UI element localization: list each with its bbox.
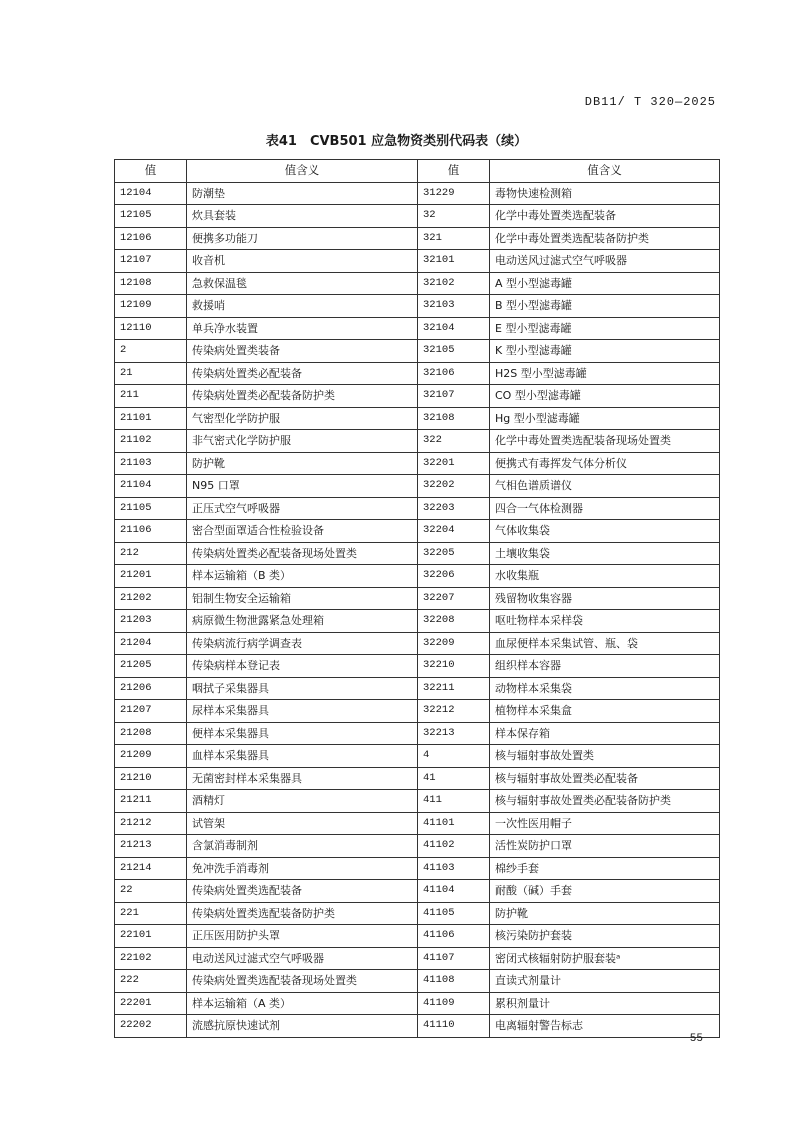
meaning-left-cell: 样本运输箱（A 类） [187, 992, 418, 1015]
value-right-cell: 41108 [418, 970, 490, 993]
value-right-cell: 32201 [418, 452, 490, 475]
value-left-cell: 12106 [115, 227, 187, 250]
meaning-right-cell: 血尿便样本采集试管、瓶、袋 [490, 632, 720, 655]
value-left-cell: 21208 [115, 722, 187, 745]
value-left-cell: 21201 [115, 565, 187, 588]
meaning-right-cell: B 型小型滤毒罐 [490, 295, 720, 318]
value-right-cell: 41110 [418, 1015, 490, 1038]
table-row [115, 272, 720, 295]
meaning-right-cell: 密闭式核辐射防护服套装ᵃ [490, 947, 720, 970]
value-right-cell: 31229 [418, 182, 490, 205]
value-right-cell: 41104 [418, 880, 490, 903]
meaning-right-cell: E 型小型滤毒罐 [490, 317, 720, 340]
meaning-right-cell: 气相色谱质谱仪 [490, 475, 720, 498]
value-right-cell: 32202 [418, 475, 490, 498]
table-row [115, 250, 720, 273]
meaning-right-cell: CO 型小型滤毒罐 [490, 385, 720, 408]
value-left-cell: 221 [115, 902, 187, 925]
value-left-cell: 12110 [115, 317, 187, 340]
meaning-left-cell: 气密型化学防护服 [187, 407, 418, 430]
table-row [115, 992, 720, 1015]
meaning-right-cell: 动物样本采集袋 [490, 677, 720, 700]
table-row [115, 340, 720, 363]
value-right-cell: 41 [418, 767, 490, 790]
meaning-left-cell: 密合型面罩适合性检验设备 [187, 520, 418, 543]
meaning-left-cell: 传染病流行病学调查表 [187, 632, 418, 655]
meaning-left-cell: 传染病处置类选配装备 [187, 880, 418, 903]
page-number: 55 [689, 1033, 703, 1045]
meaning-right-cell: 植物样本采集盒 [490, 700, 720, 723]
meaning-right-cell: 一次性医用帽子 [490, 812, 720, 835]
value-left-cell: 21209 [115, 745, 187, 768]
table-row [115, 632, 720, 655]
table-row [115, 790, 720, 813]
table-row [115, 722, 720, 745]
table-row [115, 565, 720, 588]
meaning-right-cell: 残留物收集容器 [490, 587, 720, 610]
meaning-right-cell: 直读式剂量计 [490, 970, 720, 993]
value-left-cell: 2 [115, 340, 187, 363]
meaning-right-cell: 水收集瓶 [490, 565, 720, 588]
meaning-right-cell: 呕吐物样本采样袋 [490, 610, 720, 633]
meaning-right-cell: 电离辐射警告标志 [490, 1015, 720, 1038]
meaning-left-cell: 传染病处置类选配装备现场处置类 [187, 970, 418, 993]
table-row [115, 542, 720, 565]
value-right-cell: 32101 [418, 250, 490, 273]
meaning-right-cell: 活性炭防护口罩 [490, 835, 720, 858]
table-row [115, 700, 720, 723]
value-right-cell: 41102 [418, 835, 490, 858]
table-row [115, 902, 720, 925]
meaning-left-cell: 血样本采集器具 [187, 745, 418, 768]
value-right-cell: 321 [418, 227, 490, 250]
standard-code: DB11/ T 320—2025 [584, 95, 716, 109]
meaning-left-cell: 尿样本采集器具 [187, 700, 418, 723]
value-right-cell: 41109 [418, 992, 490, 1015]
table-row [115, 880, 720, 903]
value-right-cell: 32204 [418, 520, 490, 543]
table-row [115, 587, 720, 610]
table-row [115, 317, 720, 340]
value-left-cell: 21213 [115, 835, 187, 858]
value-left-cell: 22 [115, 880, 187, 903]
table-row [115, 610, 720, 633]
meaning-left-cell: 样本运输箱（B 类） [187, 565, 418, 588]
table-row [115, 1015, 720, 1038]
meaning-left-cell: 传染病处置类必配装备 [187, 362, 418, 385]
table-row [115, 677, 720, 700]
value-left-cell: 21102 [115, 430, 187, 453]
table-row [115, 385, 720, 408]
meaning-left-cell: 酒精灯 [187, 790, 418, 813]
value-left-cell: 21212 [115, 812, 187, 835]
table-row [115, 227, 720, 250]
value-left-cell: 222 [115, 970, 187, 993]
meaning-right-cell: 组织样本容器 [490, 655, 720, 678]
meaning-right-cell: Hg 型小型滤毒罐 [490, 407, 720, 430]
meaning-left-cell: 传染病处置类装备 [187, 340, 418, 363]
meaning-right-cell: 耐酸（碱）手套 [490, 880, 720, 903]
header-value-right: 值 [418, 160, 490, 183]
meaning-right-cell: 核污染防护套装 [490, 925, 720, 948]
meaning-left-cell: 流感抗原快速试剂 [187, 1015, 418, 1038]
value-left-cell: 21206 [115, 677, 187, 700]
header-meaning-right: 值含义 [490, 160, 720, 183]
meaning-right-cell: 棉纱手套 [490, 857, 720, 880]
meaning-right-cell: 便携式有毒挥发气体分析仪 [490, 452, 720, 475]
value-left-cell: 12107 [115, 250, 187, 273]
value-left-cell: 21205 [115, 655, 187, 678]
meaning-right-cell: K 型小型滤毒罐 [490, 340, 720, 363]
table-row [115, 430, 720, 453]
meaning-right-cell: 样本保存箱 [490, 722, 720, 745]
value-left-cell: 21104 [115, 475, 187, 498]
meaning-left-cell: 传染病样本登记表 [187, 655, 418, 678]
value-right-cell: 32 [418, 205, 490, 228]
value-right-cell: 32102 [418, 272, 490, 295]
table-row [115, 497, 720, 520]
meaning-left-cell: 非气密式化学防护服 [187, 430, 418, 453]
meaning-left-cell: 咽拭子采集器具 [187, 677, 418, 700]
table-row [115, 767, 720, 790]
header-value-left: 值 [115, 160, 187, 183]
meaning-left-cell: 便样本采集器具 [187, 722, 418, 745]
value-left-cell: 22202 [115, 1015, 187, 1038]
meaning-left-cell: 救援哨 [187, 295, 418, 318]
meaning-left-cell: 试管架 [187, 812, 418, 835]
value-right-cell: 32104 [418, 317, 490, 340]
meaning-right-cell: 核与辐射事故处置类必配装备防护类 [490, 790, 720, 813]
value-left-cell: 21214 [115, 857, 187, 880]
meaning-left-cell: 传染病处置类必配装备防护类 [187, 385, 418, 408]
value-left-cell: 21 [115, 362, 187, 385]
value-right-cell: 41101 [418, 812, 490, 835]
meaning-left-cell: 含氯消毒制剂 [187, 835, 418, 858]
meaning-right-cell: 防护靴 [490, 902, 720, 925]
meaning-left-cell: 铝制生物安全运输箱 [187, 587, 418, 610]
meaning-right-cell: 核与辐射事故处置类 [490, 745, 720, 768]
table-row [115, 182, 720, 205]
meaning-right-cell: 毒物快速检测箱 [490, 182, 720, 205]
meaning-left-cell: 免冲洗手消毒剂 [187, 857, 418, 880]
header-meaning-left: 值含义 [187, 160, 418, 183]
table-row [115, 205, 720, 228]
value-right-cell: 32208 [418, 610, 490, 633]
value-right-cell: 32206 [418, 565, 490, 588]
value-right-cell: 32205 [418, 542, 490, 565]
meaning-right-cell: 电动送风过滤式空气呼吸器 [490, 250, 720, 273]
value-right-cell: 32211 [418, 677, 490, 700]
table-row [115, 857, 720, 880]
value-left-cell: 21103 [115, 452, 187, 475]
table-row [115, 475, 720, 498]
meaning-right-cell: 气体收集袋 [490, 520, 720, 543]
value-left-cell: 21207 [115, 700, 187, 723]
meaning-right-cell: 四合一气体检测器 [490, 497, 720, 520]
table-row [115, 520, 720, 543]
meaning-left-cell: 急救保温毯 [187, 272, 418, 295]
meaning-left-cell: 便携多功能刀 [187, 227, 418, 250]
value-left-cell: 22101 [115, 925, 187, 948]
table-row [115, 835, 720, 858]
table-row [115, 655, 720, 678]
value-left-cell: 12109 [115, 295, 187, 318]
meaning-left-cell: 电动送风过滤式空气呼吸器 [187, 947, 418, 970]
meaning-left-cell: 炊具套装 [187, 205, 418, 228]
value-right-cell: 41107 [418, 947, 490, 970]
value-left-cell: 21204 [115, 632, 187, 655]
value-left-cell: 22201 [115, 992, 187, 1015]
value-right-cell: 32105 [418, 340, 490, 363]
value-left-cell: 21203 [115, 610, 187, 633]
value-right-cell: 32103 [418, 295, 490, 318]
value-left-cell: 21101 [115, 407, 187, 430]
table-row [115, 925, 720, 948]
value-right-cell: 32207 [418, 587, 490, 610]
value-right-cell: 32212 [418, 700, 490, 723]
value-right-cell: 32107 [418, 385, 490, 408]
meaning-right-cell: H2S 型小型滤毒罐 [490, 362, 720, 385]
meaning-left-cell: N95 口罩 [187, 475, 418, 498]
table-row [115, 970, 720, 993]
value-left-cell: 21211 [115, 790, 187, 813]
meaning-left-cell: 无菌密封样本采集器具 [187, 767, 418, 790]
table-row [115, 947, 720, 970]
value-right-cell: 32210 [418, 655, 490, 678]
value-right-cell: 32108 [418, 407, 490, 430]
meaning-right-cell: 累积剂量计 [490, 992, 720, 1015]
value-right-cell: 41103 [418, 857, 490, 880]
value-left-cell: 12108 [115, 272, 187, 295]
table-row [115, 812, 720, 835]
value-left-cell: 12105 [115, 205, 187, 228]
value-left-cell: 12104 [115, 182, 187, 205]
meaning-right-cell: 核与辐射事故处置类必配装备 [490, 767, 720, 790]
value-right-cell: 411 [418, 790, 490, 813]
table-header-row [115, 160, 720, 183]
table-row [115, 452, 720, 475]
meaning-left-cell: 防护靴 [187, 452, 418, 475]
meaning-right-cell: 化学中毒处置类选配装备防护类 [490, 227, 720, 250]
meaning-right-cell: 化学中毒处置类选配装备 [490, 205, 720, 228]
meaning-left-cell: 病原微生物泄露紧急处理箱 [187, 610, 418, 633]
meaning-left-cell: 传染病处置类必配装备现场处置类 [187, 542, 418, 565]
value-right-cell: 32213 [418, 722, 490, 745]
meaning-right-cell: A 型小型滤毒罐 [490, 272, 720, 295]
category-code-table [114, 159, 720, 1038]
value-right-cell: 41105 [418, 902, 490, 925]
meaning-left-cell: 正压式空气呼吸器 [187, 497, 418, 520]
value-left-cell: 21105 [115, 497, 187, 520]
value-right-cell: 41106 [418, 925, 490, 948]
meaning-right-cell: 化学中毒处置类选配装备现场处置类 [490, 430, 720, 453]
meaning-left-cell: 防潮垫 [187, 182, 418, 205]
table-row [115, 295, 720, 318]
meaning-left-cell: 正压医用防护头罩 [187, 925, 418, 948]
meaning-left-cell: 单兵净水装置 [187, 317, 418, 340]
value-right-cell: 4 [418, 745, 490, 768]
value-right-cell: 322 [418, 430, 490, 453]
value-left-cell: 212 [115, 542, 187, 565]
value-left-cell: 22102 [115, 947, 187, 970]
table-body [115, 182, 720, 1037]
table-row [115, 362, 720, 385]
value-right-cell: 32209 [418, 632, 490, 655]
table-row [115, 745, 720, 768]
meaning-left-cell: 收音机 [187, 250, 418, 273]
table-caption: 表41 CVB501 应急物资类别代码表（续） [265, 134, 528, 149]
value-left-cell: 21210 [115, 767, 187, 790]
value-right-cell: 32203 [418, 497, 490, 520]
table-row [115, 407, 720, 430]
value-left-cell: 211 [115, 385, 187, 408]
value-left-cell: 21202 [115, 587, 187, 610]
value-left-cell: 21106 [115, 520, 187, 543]
value-right-cell: 32106 [418, 362, 490, 385]
meaning-left-cell: 传染病处置类选配装备防护类 [187, 902, 418, 925]
meaning-right-cell: 土壤收集袋 [490, 542, 720, 565]
